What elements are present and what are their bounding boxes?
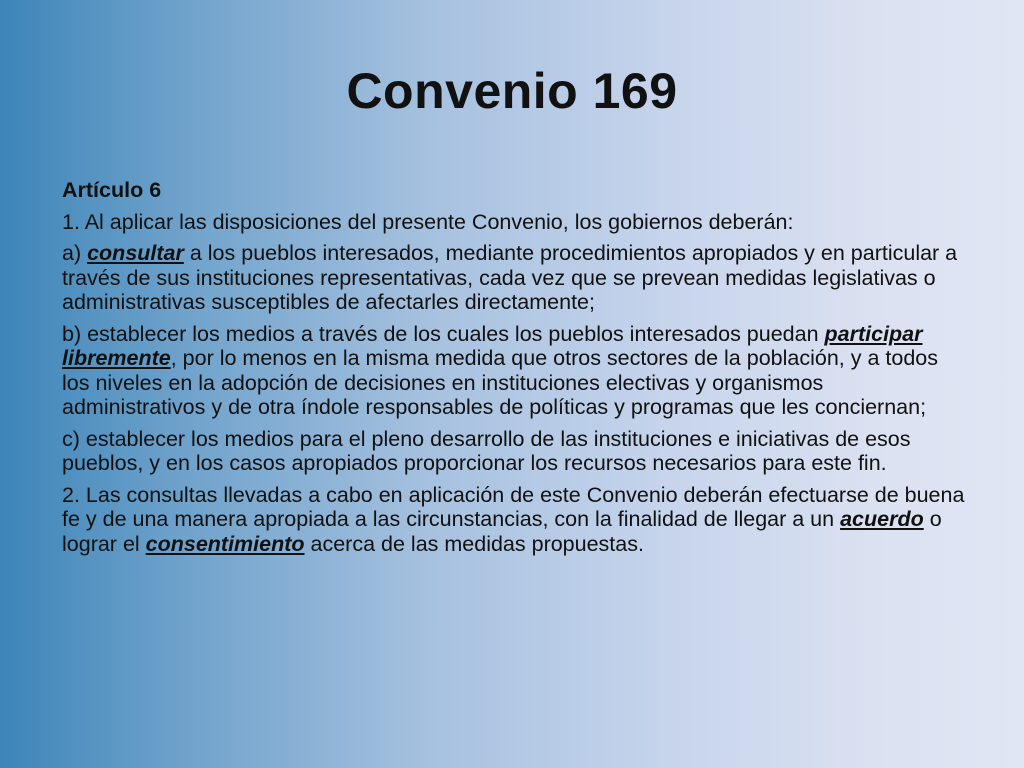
- article-heading: Artículo 6: [62, 178, 162, 202]
- item-b-prefix: b) establecer los medios a través de los cuales los pueblos interesados puedan: [62, 321, 825, 346]
- item-a-emphasis: consultar: [87, 241, 184, 265]
- paragraph-2-emphasis-acuerdo: acuerdo: [840, 507, 924, 531]
- paragraph-2-part3: acerca de las medidas propuestas.: [304, 531, 644, 556]
- item-b-text: , por lo menos en la misma medida que otros sectores de la población, y a todos los niveles en la adopción de decisiones en instituciones electivas y organismos administrativos y de otra índole responsables de políticas y programas que les conciernan;: [62, 346, 938, 419]
- item-c: c) establecer los medios para el pleno desarrollo de las instituciones e iniciativas de esos pueblos, y en los casos apropiados proporcionar los recursos necesarios para este fin.: [62, 426, 911, 475]
- paragraph-2-emphasis-consentimiento: consentimiento: [145, 531, 305, 556]
- slide-body: [62, 178, 967, 563]
- slide-title: Convenio 169: [346, 63, 678, 119]
- paragraph-2-part1: 2. Las consultas llevadas a cabo en aplicación de este Convenio deberán efectuarse de buena fe y de una manera apropiada a las circunstancias, con la finalidad de llegar a un: [62, 482, 965, 531]
- item-a: [62, 241, 967, 315]
- paragraph-2-part2: o lograr el: [62, 507, 942, 556]
- item-b: [62, 322, 967, 420]
- item-b-emphasis: participar libremente: [62, 321, 923, 370]
- paragraph-2: [62, 483, 967, 557]
- item-a-prefix: a): [62, 241, 88, 265]
- paragraph-1: 1. Al aplicar las disposiciones del presente Convenio, los gobiernos deberán:: [62, 209, 794, 234]
- item-a-text: a los pueblos interesados, mediante procedimientos apropiados y en particular a través de sus instituciones representativas, cada vez que se prevean medidas legislativas o administrativas susceptibles de afectarles directamente;: [62, 241, 958, 314]
